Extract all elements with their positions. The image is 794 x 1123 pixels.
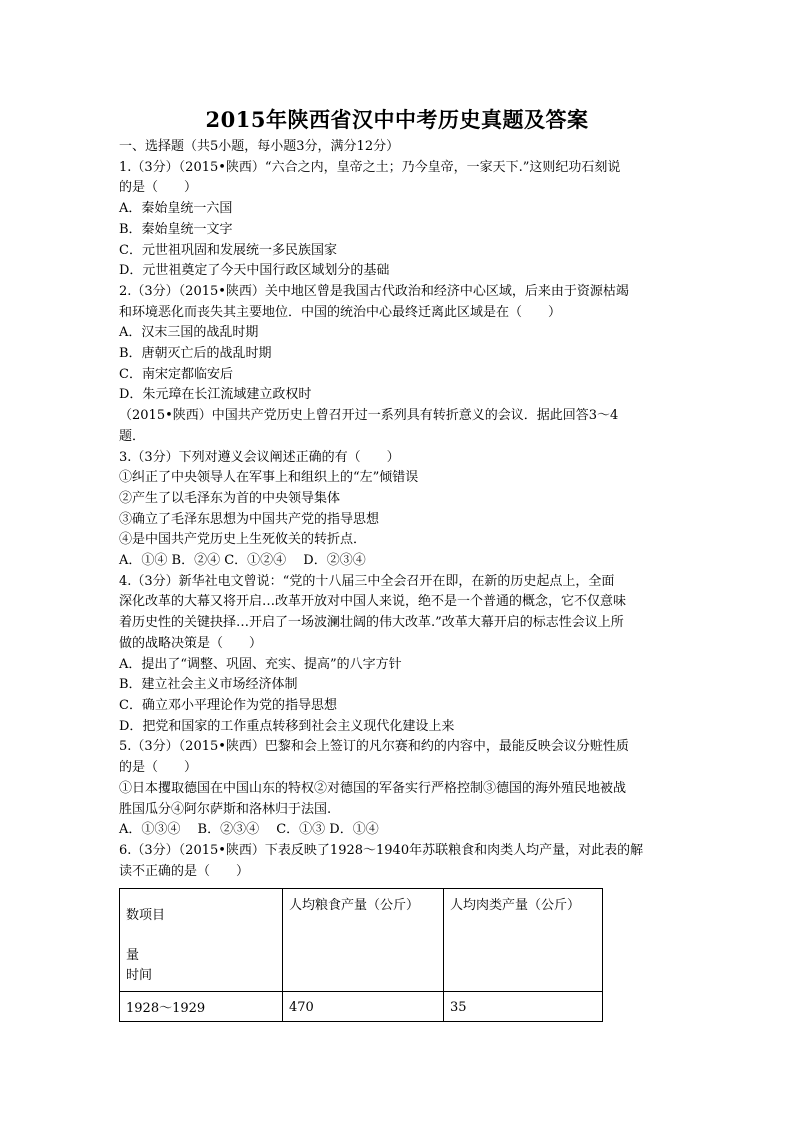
question-5-options: A．①③④ B．②③④ C．①③ D．①④ (119, 822, 379, 838)
question-2-stem-cont: 和环境恶化而丧失其主要地位．中国的统治中心最终迁离此区域是在（ ） (119, 304, 562, 320)
question-5-stem-cont: 的是（ ） (119, 760, 198, 776)
table-row (120, 992, 603, 1022)
question-2-option-b: B．唐朝灭亡后的战乱时期 (119, 346, 272, 362)
table-header-row (120, 889, 603, 992)
document-body (119, 137, 679, 882)
question-6-stem-cont: 读不正确的是（ ） (119, 863, 250, 879)
question-5-items-cont: 胜国瓜分④阿尔萨斯和洛林归于法国. (119, 801, 332, 817)
table-header-diagonal-cell (120, 889, 283, 992)
question-6-stem: 6.（3分）（2015•陕西）下表反映了1928～1940年苏联粮食和肉类人均产量，对此表的解 (119, 842, 644, 858)
question-2-option-c: C．南宋定都临安后 (119, 366, 233, 382)
header-label-time: 时间 (126, 968, 153, 983)
header-label-quantity: 量 (126, 948, 140, 963)
question-3-stem: 3.（3分）下列对遵义会议阐述正确的有（ ） (119, 449, 400, 465)
question-5-stem: 5.（3分）（2015•陕西）巴黎和会上签订的凡尔赛和约的内容中，最能反映会议分赃性质 (119, 739, 629, 755)
question-4-option-d: D．把党和国家的工作重点转移到社会主义现代化建设上来 (119, 718, 455, 734)
question-2-option-d: D．朱元璋在长江流域建立政权时 (119, 387, 312, 403)
production-table (119, 888, 603, 1022)
question-3-statement-4: ④是中国共产党历史上生死攸关的转折点． (119, 532, 367, 548)
section-heading: 一、选择题（共5小题，每小题3分，满分12分） (119, 139, 400, 154)
question-3-statement-2: ②产生了以毛泽东为首的中央领导集体 (119, 490, 341, 506)
question-4-option-a: A．提出了“调整、巩固、充实、提高”的八字方针 (119, 656, 402, 672)
question-4-option-c: C．确立邓小平理论作为党的指导思想 (119, 697, 337, 713)
question-4-stem-cont-3: 做的战略决策是（ ） (119, 635, 263, 651)
question-2-option-a: A．汉末三国的战乱时期 (119, 325, 259, 341)
question-1-option-a: A．秦始皇统一六国 (119, 201, 233, 217)
question-5-items: ①日本攫取德国在中国山东的特权②对德国的军备实行严格控制③德国的海外殖民地被战 (119, 780, 627, 796)
question-4-stem: 4.（3分）新华社电文曾说：“党的十八届三中全会召开在即，在新的历史起点上，全面 (119, 573, 615, 589)
question-3-statement-1: ①纠正了中央领导人在军事上和组织上的“左”倾错误 (119, 470, 419, 486)
question-1-option-c: C．元世祖巩固和发展统一多民族国家 (119, 242, 337, 258)
header-label-item: 数项目 (126, 908, 166, 923)
table-header-grain: 人均粮食产量（公斤） (283, 889, 444, 992)
question-1-option-b: B．秦始皇统一文字 (119, 221, 233, 237)
group-intro: （2015•陕西）中国共产党历史上曾召开过一系列具有转折意义的会议．据此回答3～4 (119, 408, 619, 424)
table-cell-grain: 470 (283, 992, 444, 1022)
group-intro-cont: 题． (119, 428, 146, 444)
question-4-option-b: B．建立社会主义市场经济体制 (119, 677, 298, 693)
table-cell-meat: 35 (444, 992, 603, 1022)
question-1-stem: 1.（3分）（2015•陕西）“六合之内，皇帝之土；乃今皇帝，一家天下.”这则纪功石刻说 (119, 159, 621, 175)
document-title: 2015年陕西省汉中中考历史真题及答案 (205, 107, 589, 132)
question-4-stem-cont-1: 深化改革的大幕又将开启…改革开放对中国人来说，绝不是一个普通的概念，它不仅意味 (119, 594, 627, 610)
question-4-stem-cont-2: 着历史性的关键抉择…开启了一场波澜壮阔的伟大改革.”改革大幕开启的标志性会议上所 (119, 615, 624, 631)
question-3-options: A．①④ B．②④ C．①②④ D．②③④ (119, 553, 366, 569)
table-cell-period: 1928～1929 (120, 992, 283, 1022)
question-2-stem: 2.（3分）（2015•陕西）关中地区曾是我国古代政治和经济中心区域，后来由于资源枯竭 (119, 283, 629, 299)
question-1-stem-cont: 的是（ ） (119, 180, 198, 196)
table-header-meat: 人均肉类产量（公斤） (444, 889, 603, 992)
question-1-option-d: D．元世祖奠定了今天中国行政区域划分的基础 (119, 263, 390, 279)
question-3-statement-3: ③确立了毛泽东思想为中国共产党的指导思想 (119, 511, 380, 527)
